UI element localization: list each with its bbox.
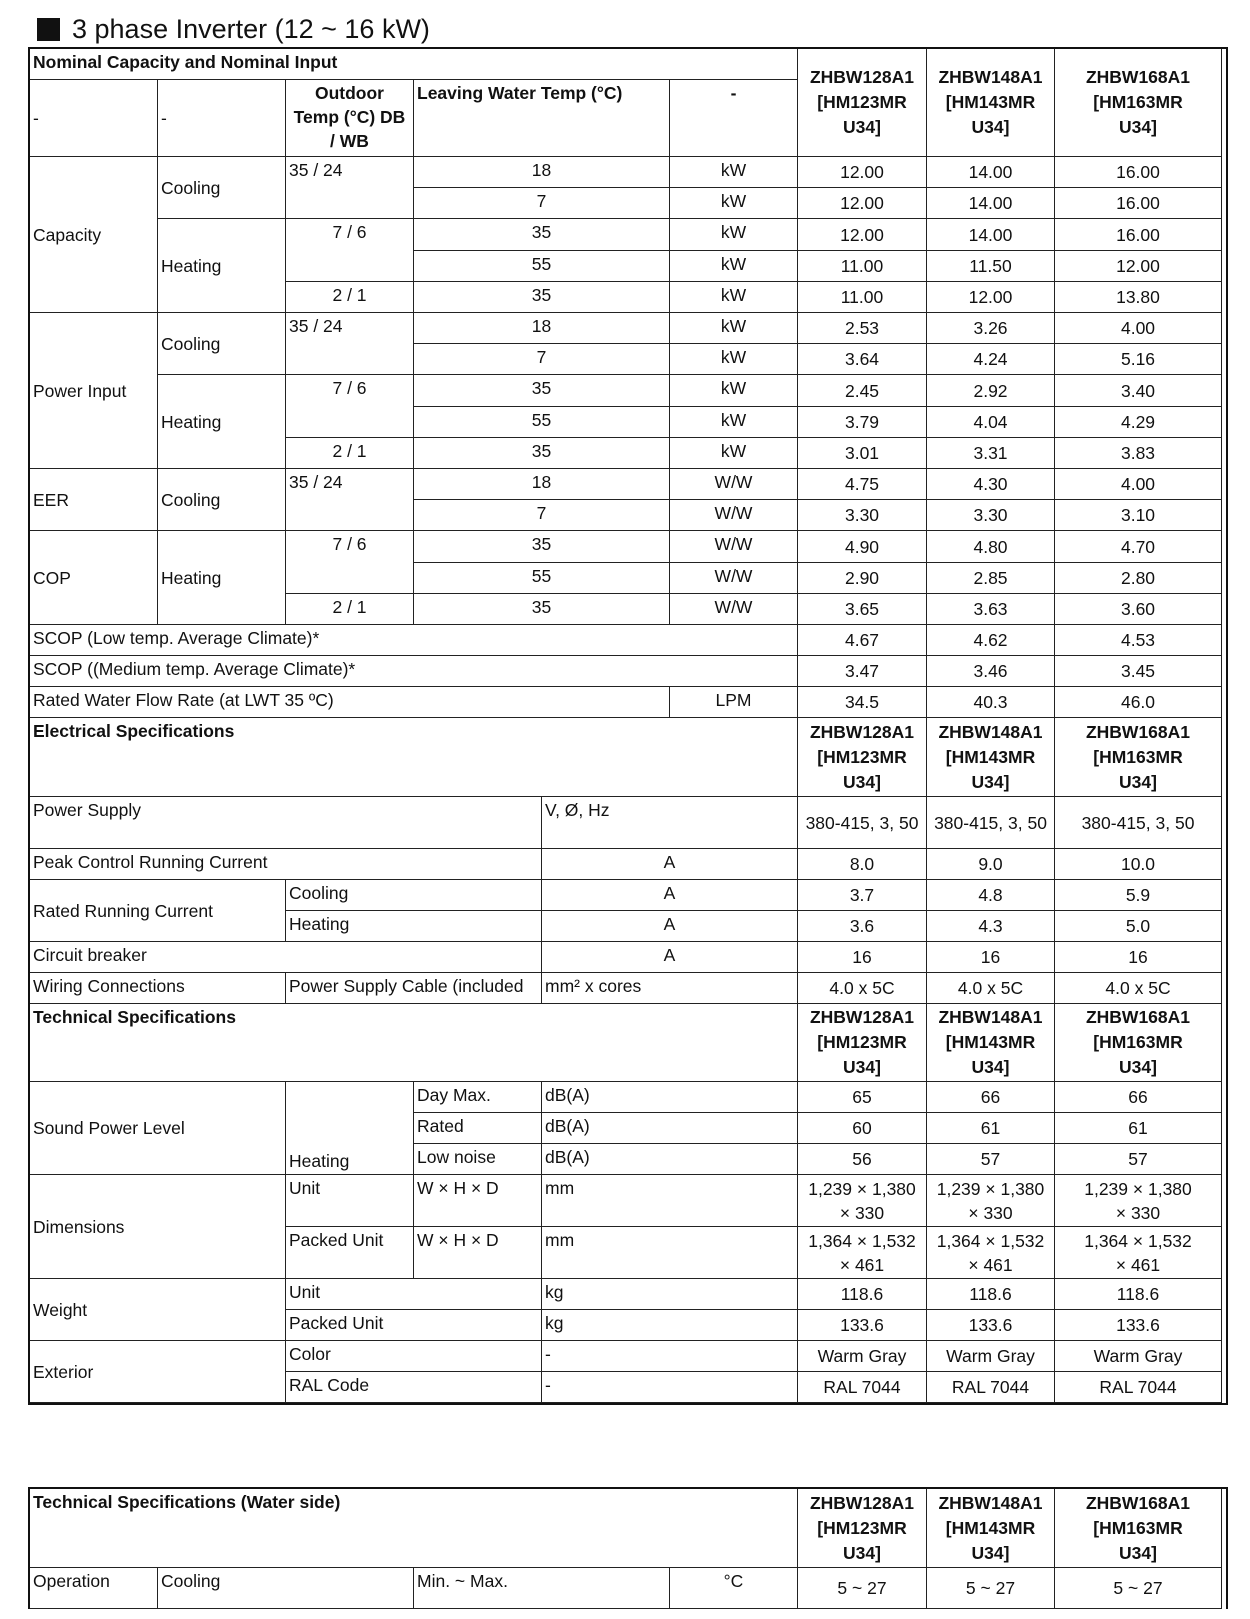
sub-label: Day Max. — [414, 1082, 542, 1113]
value-cell: 65 — [798, 1082, 927, 1113]
value-cell: 4.30 — [927, 469, 1055, 500]
value-cell: 4.90 — [798, 531, 927, 563]
sub-label: Low noise — [414, 1144, 542, 1175]
value-cell: 3.83 — [1055, 438, 1222, 469]
row-label: Dimensions — [30, 1175, 286, 1279]
unit-cell: kW — [670, 313, 798, 344]
value-cell: Warm Gray — [1055, 1341, 1222, 1372]
unit-cell: - — [542, 1372, 798, 1403]
value-cell: 118.6 — [798, 1279, 927, 1310]
value-cell: 4.04 — [927, 407, 1055, 438]
model-header: ZHBW168A1 [HM163MR U34] — [1055, 49, 1222, 157]
value-cell: 40.3 — [927, 687, 1055, 718]
value-cell: 3.45 — [1055, 656, 1222, 687]
lwt-value: 7 — [414, 344, 670, 375]
value-cell: 8.0 — [798, 849, 927, 880]
lwt-value: 18 — [414, 157, 670, 188]
value-cell: 133.6 — [1055, 1310, 1222, 1341]
value-cell: 1,364 × 1,532 × 461 — [927, 1227, 1055, 1279]
model-header: ZHBW168A1 [HM163MR U34] — [1055, 718, 1222, 797]
unit-cell: W/W — [670, 594, 798, 625]
value-cell: 380-415, 3, 50 — [798, 797, 927, 849]
value-cell: 16.00 — [1055, 188, 1222, 219]
section-header: Technical Specifications (Water side) — [30, 1489, 798, 1568]
value-cell: 1,364 × 1,532 × 461 — [798, 1227, 927, 1279]
unit-cell: mm — [542, 1175, 798, 1227]
unit-cell: kW — [670, 282, 798, 313]
value-cell: 133.6 — [927, 1310, 1055, 1341]
black-square-icon — [37, 18, 60, 41]
outdoor-temp: 7 / 6 — [286, 531, 414, 594]
value-cell: 5.16 — [1055, 344, 1222, 375]
unit-cell: kW — [670, 407, 798, 438]
section-header: Electrical Specifications — [30, 718, 798, 797]
sub-label: Packed Unit — [286, 1227, 414, 1279]
value-cell: 16.00 — [1055, 219, 1222, 251]
value-cell: 4.80 — [927, 531, 1055, 563]
unit-cell: V, Ø, Hz — [542, 797, 798, 849]
lwt-value: 7 — [414, 500, 670, 531]
sub-label: RAL Code — [286, 1372, 542, 1403]
value-cell: Warm Gray — [798, 1341, 927, 1372]
sub-label: Min. ~ Max. — [414, 1568, 670, 1609]
sub-label: Heating — [286, 911, 542, 942]
unit-cell: W/W — [670, 469, 798, 500]
group-label: Power Input — [30, 313, 158, 469]
value-cell: 10.0 — [1055, 849, 1222, 880]
value-cell: 57 — [1055, 1144, 1222, 1175]
lwt-value: 35 — [414, 594, 670, 625]
value-cell: 1,364 × 1,532 × 461 — [1055, 1227, 1222, 1279]
model-header: ZHBW148A1 [HM143MR U34] — [927, 1489, 1055, 1568]
column-header: Outdoor Temp (°C) DB / WB — [286, 80, 414, 157]
value-cell: 12.00 — [798, 188, 927, 219]
sub-label: Heating — [286, 1082, 414, 1175]
value-cell: 3.46 — [927, 656, 1055, 687]
lwt-value: 7 — [414, 188, 670, 219]
value-cell: 3.6 — [798, 911, 927, 942]
column-header: Leaving Water Temp (°C) — [414, 80, 670, 157]
lwt-value: 18 — [414, 313, 670, 344]
value-cell: 2.80 — [1055, 563, 1222, 594]
group-label: COP — [30, 531, 158, 625]
outdoor-temp: 35 / 24 — [286, 313, 414, 375]
value-cell: 12.00 — [798, 219, 927, 251]
value-cell: RAL 7044 — [798, 1372, 927, 1403]
value-cell: 3.31 — [927, 438, 1055, 469]
value-cell: 34.5 — [798, 687, 927, 718]
unit-cell: kW — [670, 438, 798, 469]
unit-cell: kW — [670, 251, 798, 282]
row-label: Sound Power Level — [30, 1082, 286, 1175]
lwt-value: 35 — [414, 219, 670, 251]
value-cell: 61 — [1055, 1113, 1222, 1144]
value-cell: 56 — [798, 1144, 927, 1175]
model-header: ZHBW128A1 [HM123MR U34] — [798, 718, 927, 797]
value-cell: 4.24 — [927, 344, 1055, 375]
value-cell: 11.00 — [798, 251, 927, 282]
page-title — [37, 14, 430, 45]
value-cell: 4.00 — [1055, 469, 1222, 500]
unit-cell: A — [542, 849, 798, 880]
unit-cell: kW — [670, 344, 798, 375]
unit-cell: kW — [670, 375, 798, 407]
mode-label: Cooling — [158, 1568, 414, 1609]
unit-cell: dB(A) — [542, 1144, 798, 1175]
mode-label: Heating — [158, 531, 286, 625]
group-label: Capacity — [30, 157, 158, 313]
value-cell: 3.26 — [927, 313, 1055, 344]
section-header: Nominal Capacity and Nominal Input — [30, 49, 798, 80]
section-header: Technical Specifications — [30, 1004, 798, 1082]
value-cell: 60 — [798, 1113, 927, 1144]
value-cell: 5 ~ 27 — [927, 1568, 1055, 1609]
unit-cell: dB(A) — [542, 1082, 798, 1113]
value-cell: 3.64 — [798, 344, 927, 375]
value-cell: 12.00 — [798, 157, 927, 188]
model-header: ZHBW148A1 [HM143MR U34] — [927, 49, 1055, 157]
value-cell: 5.9 — [1055, 880, 1222, 911]
value-cell: 2.53 — [798, 313, 927, 344]
column-header: - — [30, 80, 158, 157]
outdoor-temp: 7 / 6 — [286, 375, 414, 438]
lwt-value: 35 — [414, 531, 670, 563]
value-cell: 4.53 — [1055, 625, 1222, 656]
lwt-value: 35 — [414, 438, 670, 469]
unit-cell: W/W — [670, 500, 798, 531]
row-label: Peak Control Running Current — [30, 849, 542, 880]
value-cell: 3.63 — [927, 594, 1055, 625]
row-label: Weight — [30, 1279, 286, 1341]
unit-cell: °C — [670, 1568, 798, 1609]
unit-cell: W/W — [670, 563, 798, 594]
unit-cell: LPM — [670, 687, 798, 718]
unit-cell: kg — [542, 1310, 798, 1341]
value-cell: 12.00 — [1055, 251, 1222, 282]
value-cell: 3.7 — [798, 880, 927, 911]
page-title-text: 3 phase Inverter (12 ~ 16 kW) — [72, 14, 430, 44]
value-cell: 118.6 — [927, 1279, 1055, 1310]
model-header: ZHBW128A1 [HM123MR U34] — [798, 1489, 927, 1568]
value-cell: 4.0 x 5C — [798, 973, 927, 1004]
unit-cell: mm² x cores — [542, 973, 798, 1004]
row-label: SCOP ((Medium temp. Average Climate)* — [30, 656, 798, 687]
value-cell: 4.67 — [798, 625, 927, 656]
value-cell: 61 — [927, 1113, 1055, 1144]
model-header: ZHBW128A1 [HM123MR U34] — [798, 49, 927, 157]
value-cell: 2.45 — [798, 375, 927, 407]
value-cell: 4.62 — [927, 625, 1055, 656]
value-cell: 3.60 — [1055, 594, 1222, 625]
value-cell: 14.00 — [927, 188, 1055, 219]
row-label: Circuit breaker — [30, 942, 542, 973]
unit-cell: dB(A) — [542, 1113, 798, 1144]
value-cell: 3.47 — [798, 656, 927, 687]
value-cell: 3.30 — [927, 500, 1055, 531]
value-cell: 4.75 — [798, 469, 927, 500]
value-cell: 5 ~ 27 — [798, 1568, 927, 1609]
row-label: Rated Running Current — [30, 880, 286, 942]
value-cell: RAL 7044 — [1055, 1372, 1222, 1403]
unit-cell: mm — [542, 1227, 798, 1279]
value-cell: 66 — [927, 1082, 1055, 1113]
model-header: ZHBW128A1 [HM123MR U34] — [798, 1004, 927, 1082]
sub-label: Unit — [286, 1175, 414, 1227]
value-cell: 13.80 — [1055, 282, 1222, 313]
unit-cell: W/W — [670, 531, 798, 563]
unit-cell: kg — [542, 1279, 798, 1310]
value-cell: 4.0 x 5C — [1055, 973, 1222, 1004]
sub-label: Rated — [414, 1113, 542, 1144]
sub-label: W × H × D — [414, 1175, 542, 1227]
sub-label: Color — [286, 1341, 542, 1372]
sub-label: W × H × D — [414, 1227, 542, 1279]
outdoor-temp: 35 / 24 — [286, 469, 414, 531]
row-label: Wiring Connections — [30, 973, 286, 1004]
value-cell: 1,239 × 1,380 × 330 — [798, 1175, 927, 1227]
value-cell: 14.00 — [927, 157, 1055, 188]
value-cell: 380-415, 3, 50 — [1055, 797, 1222, 849]
value-cell: 3.65 — [798, 594, 927, 625]
outdoor-temp: 35 / 24 — [286, 157, 414, 219]
value-cell: 3.01 — [798, 438, 927, 469]
value-cell: 16.00 — [1055, 157, 1222, 188]
row-label: Exterior — [30, 1341, 286, 1403]
value-cell: 118.6 — [1055, 1279, 1222, 1310]
value-cell: 66 — [1055, 1082, 1222, 1113]
unit-cell: A — [542, 911, 798, 942]
outdoor-temp: 2 / 1 — [286, 438, 414, 469]
row-label: Power Supply — [30, 797, 542, 849]
model-header: ZHBW148A1 [HM143MR U34] — [927, 718, 1055, 797]
value-cell: 2.92 — [927, 375, 1055, 407]
model-header: ZHBW168A1 [HM163MR U34] — [1055, 1004, 1222, 1082]
mode-label: Heating — [158, 375, 286, 469]
row-label: Rated Water Flow Rate (at LWT 35 ºC) — [30, 687, 670, 718]
value-cell: 16 — [1055, 942, 1222, 973]
value-cell: 46.0 — [1055, 687, 1222, 718]
value-cell: 11.00 — [798, 282, 927, 313]
lwt-value: 55 — [414, 407, 670, 438]
lwt-value: 35 — [414, 375, 670, 407]
value-cell: RAL 7044 — [927, 1372, 1055, 1403]
unit-cell: kW — [670, 188, 798, 219]
value-cell: 16 — [798, 942, 927, 973]
row-label: Operation — [30, 1568, 158, 1609]
lwt-value: 35 — [414, 282, 670, 313]
value-cell: 2.90 — [798, 563, 927, 594]
value-cell: 133.6 — [798, 1310, 927, 1341]
outdoor-temp: 2 / 1 — [286, 282, 414, 313]
row-label: SCOP (Low temp. Average Climate)* — [30, 625, 798, 656]
value-cell: 4.00 — [1055, 313, 1222, 344]
sub-label: Unit — [286, 1279, 542, 1310]
sub-label: Power Supply Cable (included — [286, 973, 542, 1004]
unit-cell: A — [542, 880, 798, 911]
value-cell: 9.0 — [927, 849, 1055, 880]
value-cell: 3.10 — [1055, 500, 1222, 531]
value-cell: 1,239 × 1,380 × 330 — [927, 1175, 1055, 1227]
unit-cell: A — [542, 942, 798, 973]
value-cell: 14.00 — [927, 219, 1055, 251]
unit-cell: - — [542, 1341, 798, 1372]
value-cell: 5.0 — [1055, 911, 1222, 942]
column-header: - — [670, 80, 798, 157]
group-label: EER — [30, 469, 158, 531]
lwt-value: 18 — [414, 469, 670, 500]
unit-cell: kW — [670, 219, 798, 251]
value-cell: 1,239 × 1,380 × 330 — [1055, 1175, 1222, 1227]
spec-table — [28, 47, 1228, 1405]
value-cell: 3.40 — [1055, 375, 1222, 407]
unit-cell: kW — [670, 157, 798, 188]
value-cell: 2.85 — [927, 563, 1055, 594]
value-cell: 4.8 — [927, 880, 1055, 911]
value-cell: 12.00 — [927, 282, 1055, 313]
water-side-table — [28, 1487, 1228, 1609]
model-header: ZHBW148A1 [HM143MR U34] — [927, 1004, 1055, 1082]
lwt-value: 55 — [414, 563, 670, 594]
sub-label: Packed Unit — [286, 1310, 542, 1341]
value-cell: 4.29 — [1055, 407, 1222, 438]
lwt-value: 55 — [414, 251, 670, 282]
value-cell: 3.79 — [798, 407, 927, 438]
outdoor-temp: 2 / 1 — [286, 594, 414, 625]
value-cell: 4.70 — [1055, 531, 1222, 563]
value-cell: 380-415, 3, 50 — [927, 797, 1055, 849]
value-cell: 3.30 — [798, 500, 927, 531]
value-cell: 4.3 — [927, 911, 1055, 942]
model-header: ZHBW168A1 [HM163MR U34] — [1055, 1489, 1222, 1568]
column-header: - — [158, 80, 286, 157]
value-cell: 5 ~ 27 — [1055, 1568, 1222, 1609]
mode-label: Cooling — [158, 469, 286, 531]
mode-label: Cooling — [158, 157, 286, 219]
value-cell: Warm Gray — [927, 1341, 1055, 1372]
value-cell: 57 — [927, 1144, 1055, 1175]
value-cell: 4.0 x 5C — [927, 973, 1055, 1004]
sub-label: Cooling — [286, 880, 542, 911]
value-cell: 11.50 — [927, 251, 1055, 282]
outdoor-temp: 7 / 6 — [286, 219, 414, 282]
mode-label: Heating — [158, 219, 286, 313]
value-cell: 16 — [927, 942, 1055, 973]
mode-label: Cooling — [158, 313, 286, 375]
